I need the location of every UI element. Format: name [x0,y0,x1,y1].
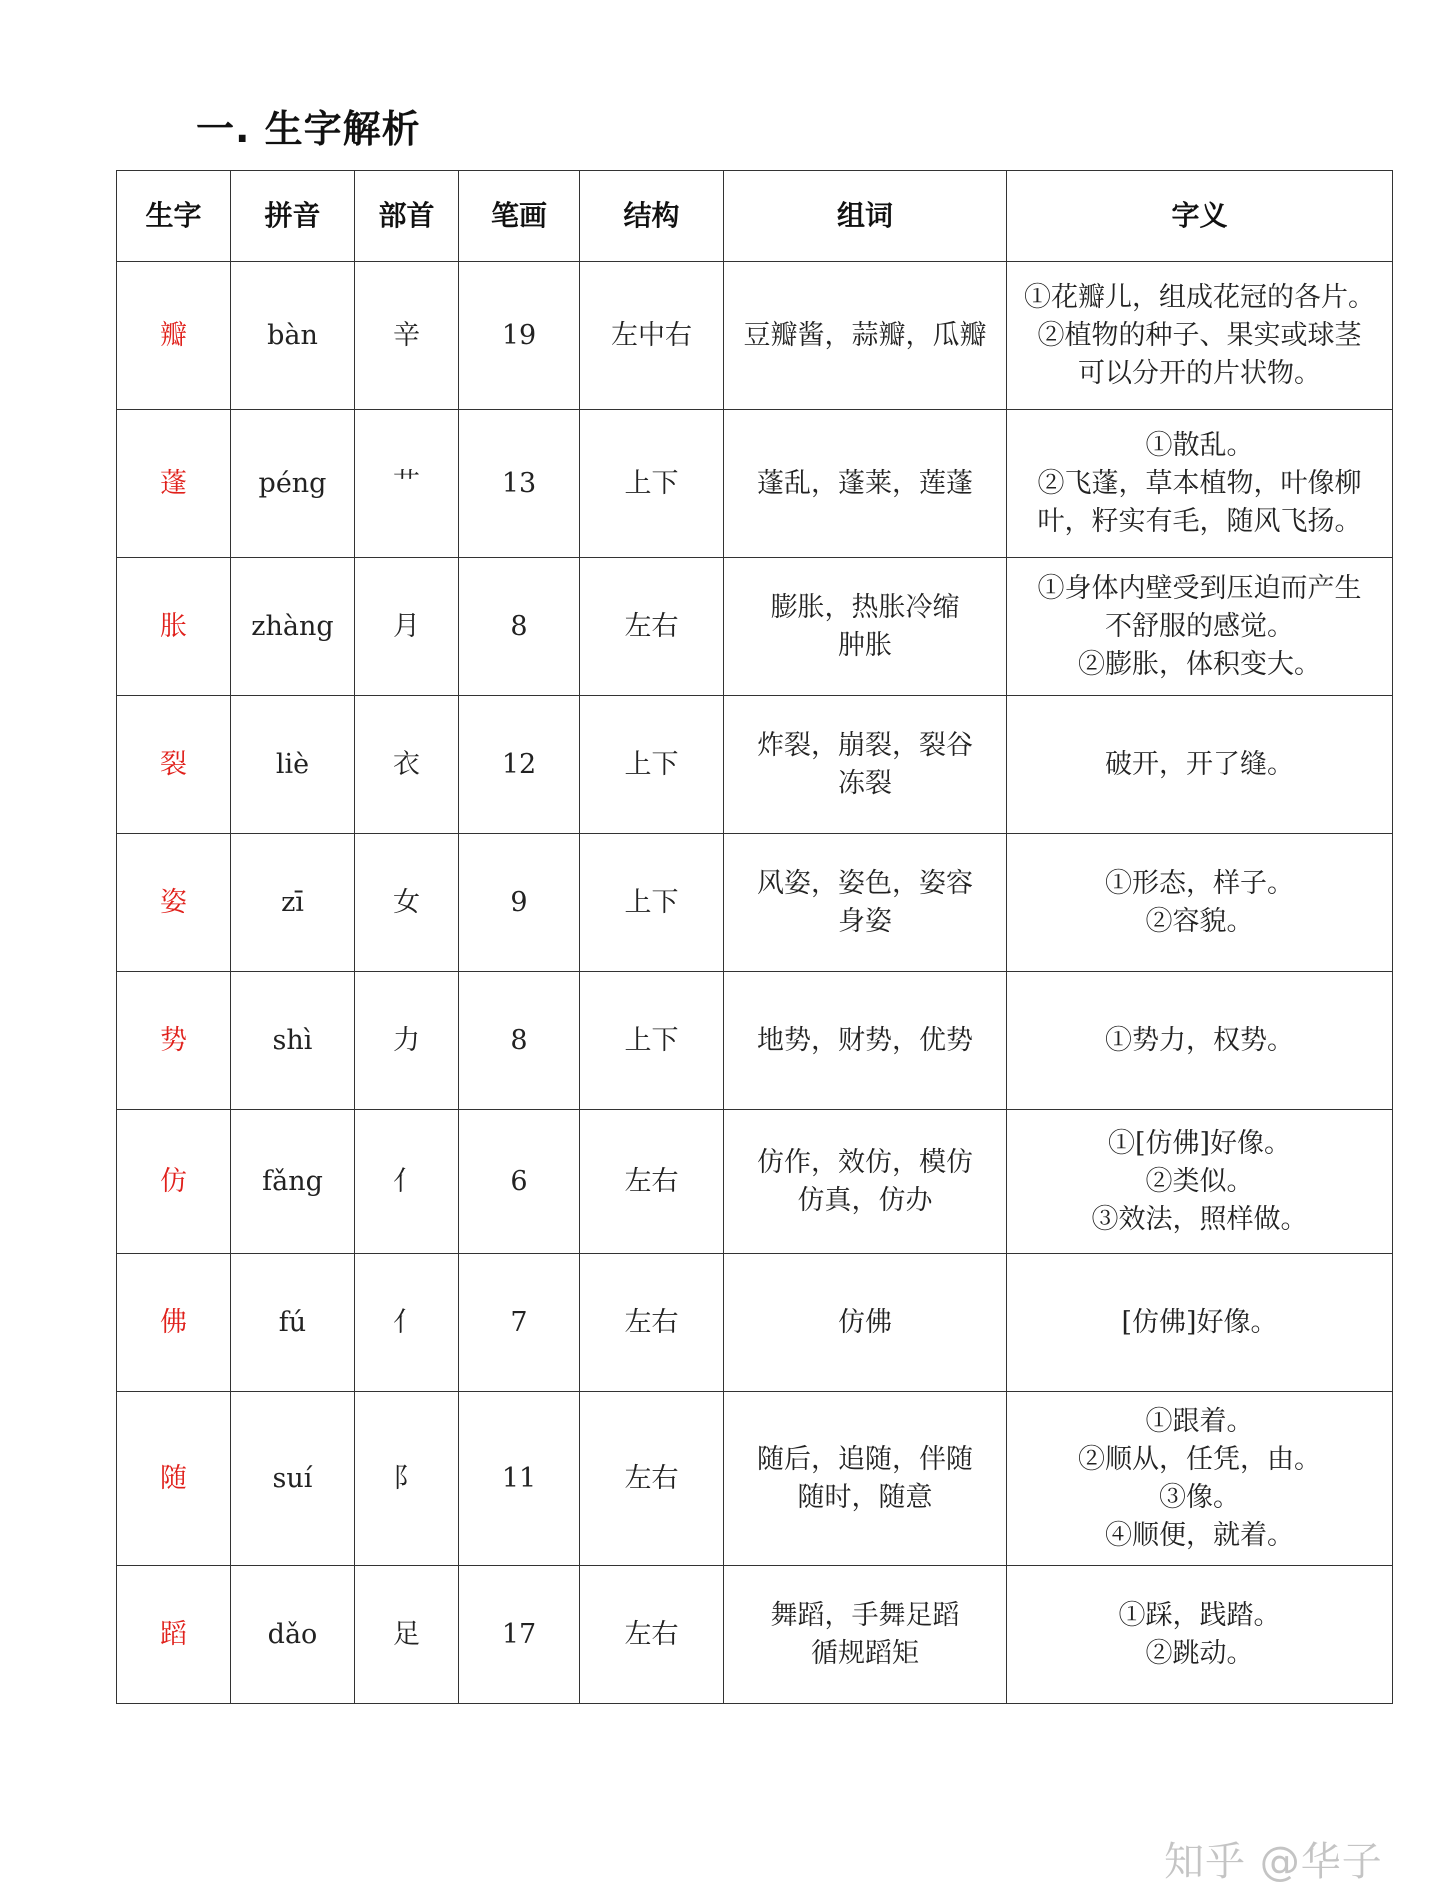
vocab-table-body [117,262,1393,1704]
pinyin-cell: zī [231,834,355,972]
header-meaning: 字义 [1007,171,1393,262]
structure-cell: 左中右 [580,262,724,410]
strokes-cell: 17 [459,1566,580,1704]
character-cell: 蓬 [117,410,231,558]
word-line: 仿佛 [838,1306,892,1338]
radical-cell: 力 [355,972,459,1110]
meaning-line: 可以分开的片状物。 [1078,357,1321,389]
structure-cell: 上下 [580,972,724,1110]
pinyin-cell: bàn [231,262,355,410]
meaning-line: ②植物的种子、果实或球茎 [1037,319,1362,351]
character-cell: 势 [117,972,231,1110]
character-cell: 佛 [117,1254,231,1392]
section-title: 一. 生字解析 [196,107,421,151]
meaning-line: ①散乱。 [1145,429,1254,461]
words-cell [724,1110,1007,1254]
word-line: 冻裂 [838,767,892,799]
word-line: 蓬乱，蓬莱，莲蓬 [757,467,973,499]
table-row [117,410,1393,558]
pinyin-cell: suí [231,1392,355,1566]
structure-cell: 左右 [580,1110,724,1254]
meaning-line: ①踩，践踏。 [1118,1599,1281,1631]
meaning-line: ②类似。 [1145,1165,1254,1197]
strokes-cell: 11 [459,1392,580,1566]
character-cell: 姿 [117,834,231,972]
pinyin-cell: dǎo [231,1566,355,1704]
meaning-line: ②容貌。 [1145,905,1254,937]
word-line: 地势，财势，优势 [757,1024,973,1056]
meaning-line: ①[仿佛]好像。 [1107,1127,1292,1159]
word-line: 膨胀，热胀冷缩 [770,591,960,623]
meaning-cell [1007,558,1393,696]
meaning-cell [1007,1110,1393,1254]
meaning-line: ②顺从，任凭，由。 [1078,1443,1321,1475]
character-cell: 随 [117,1392,231,1566]
meaning-cell [1007,1392,1393,1566]
header-structure: 结构 [580,171,724,262]
pinyin-cell: zhàng [231,558,355,696]
words-cell [724,1392,1007,1566]
strokes-cell: 9 [459,834,580,972]
radical-cell: 亻 [355,1254,459,1392]
strokes-cell: 12 [459,696,580,834]
radical-cell: 女 [355,834,459,972]
header-pinyin: 拼音 [231,171,355,262]
pinyin-cell: fǎng [231,1110,355,1254]
radical-cell: 辛 [355,262,459,410]
meaning-line: 不舒服的感觉。 [1105,610,1294,642]
meaning-line: 破开，开了缝。 [1105,748,1294,780]
word-line: 身姿 [838,905,892,937]
words-cell [724,834,1007,972]
character-cell: 裂 [117,696,231,834]
words-cell [724,410,1007,558]
pinyin-cell: shì [231,972,355,1110]
radical-cell: 衣 [355,696,459,834]
structure-cell: 左右 [580,1566,724,1704]
structure-cell: 上下 [580,696,724,834]
meaning-line: ②飞蓬，草本植物，叶像柳 [1037,467,1362,499]
strokes-cell: 13 [459,410,580,558]
word-line: 舞蹈，手舞足蹈 [770,1599,960,1631]
meaning-line: ①身体内壁受到压迫而产生 [1037,572,1362,604]
structure-cell: 左右 [580,1254,724,1392]
structure-cell: 上下 [580,410,724,558]
strokes-cell: 19 [459,262,580,410]
strokes-cell: 6 [459,1110,580,1254]
word-line: 豆瓣酱，蒜瓣，瓜瓣 [743,319,987,351]
strokes-cell: 7 [459,1254,580,1392]
words-cell [724,696,1007,834]
character-cell: 胀 [117,558,231,696]
meaning-cell [1007,1254,1393,1392]
words-cell [724,1254,1007,1392]
header-character: 生字 [117,171,231,262]
radical-cell: 阝 [355,1392,459,1566]
word-line: 炸裂，崩裂，裂谷 [757,729,973,761]
character-cell: 蹈 [117,1566,231,1704]
word-line: 随时，随意 [797,1481,933,1513]
meaning-line: [仿佛]好像。 [1121,1306,1278,1338]
words-cell [724,1566,1007,1704]
meaning-line: ①花瓣儿，组成花冠的各片。 [1024,281,1375,313]
word-line: 循规蹈矩 [811,1637,919,1669]
meaning-cell [1007,972,1393,1110]
table-row [117,972,1393,1110]
table-row [117,262,1393,410]
meaning-cell [1007,696,1393,834]
character-cell: 瓣 [117,262,231,410]
pinyin-cell: fú [231,1254,355,1392]
word-line: 仿真，仿办 [797,1184,933,1216]
header-radical: 部首 [355,171,459,262]
strokes-cell: 8 [459,972,580,1110]
pinyin-cell: liè [231,696,355,834]
words-cell [724,972,1007,1110]
radical-cell: 足 [355,1566,459,1704]
structure-cell: 左右 [580,1392,724,1566]
words-cell [724,558,1007,696]
table-row [117,696,1393,834]
meaning-cell [1007,262,1393,410]
table-row [117,1254,1393,1392]
pinyin-cell: péng [231,410,355,558]
structure-cell: 上下 [580,834,724,972]
header-row [117,171,1393,262]
radical-cell: 亻 [355,1110,459,1254]
word-line: 肿胀 [838,629,892,661]
radical-cell: 艹 [355,410,459,558]
meaning-cell [1007,834,1393,972]
strokes-cell: 8 [459,558,580,696]
meaning-line: ①势力，权势。 [1105,1024,1294,1056]
words-cell [724,262,1007,410]
table-row [117,1566,1393,1704]
character-cell: 仿 [117,1110,231,1254]
table-row [117,1392,1393,1566]
meaning-line: ③像。 [1159,1481,1240,1513]
watermark: 知乎 @华子 [1164,1839,1383,1885]
meaning-line: ④顺便，就着。 [1105,1519,1294,1551]
meaning-cell [1007,410,1393,558]
header-words: 组词 [724,171,1007,262]
meaning-line: ①形态，样子。 [1105,867,1294,899]
meaning-line: ②跳动。 [1145,1637,1254,1669]
meaning-cell [1007,1566,1393,1704]
meaning-line: ①跟着。 [1145,1405,1254,1437]
meaning-line: ②膨胀，体积变大。 [1078,648,1321,680]
vocab-table [116,170,1393,1704]
header-strokes: 笔画 [459,171,580,262]
structure-cell: 左右 [580,558,724,696]
word-line: 随后，追随，伴随 [757,1443,973,1475]
table-row [117,834,1393,972]
table-row [117,558,1393,696]
word-line: 仿作，效仿，模仿 [757,1146,973,1178]
word-line: 风姿，姿色，姿容 [757,867,973,899]
meaning-line: ③效法，照样做。 [1091,1203,1308,1235]
meaning-line: 叶，籽实有毛，随风飞扬。 [1037,505,1362,537]
table-row [117,1110,1393,1254]
radical-cell: 月 [355,558,459,696]
